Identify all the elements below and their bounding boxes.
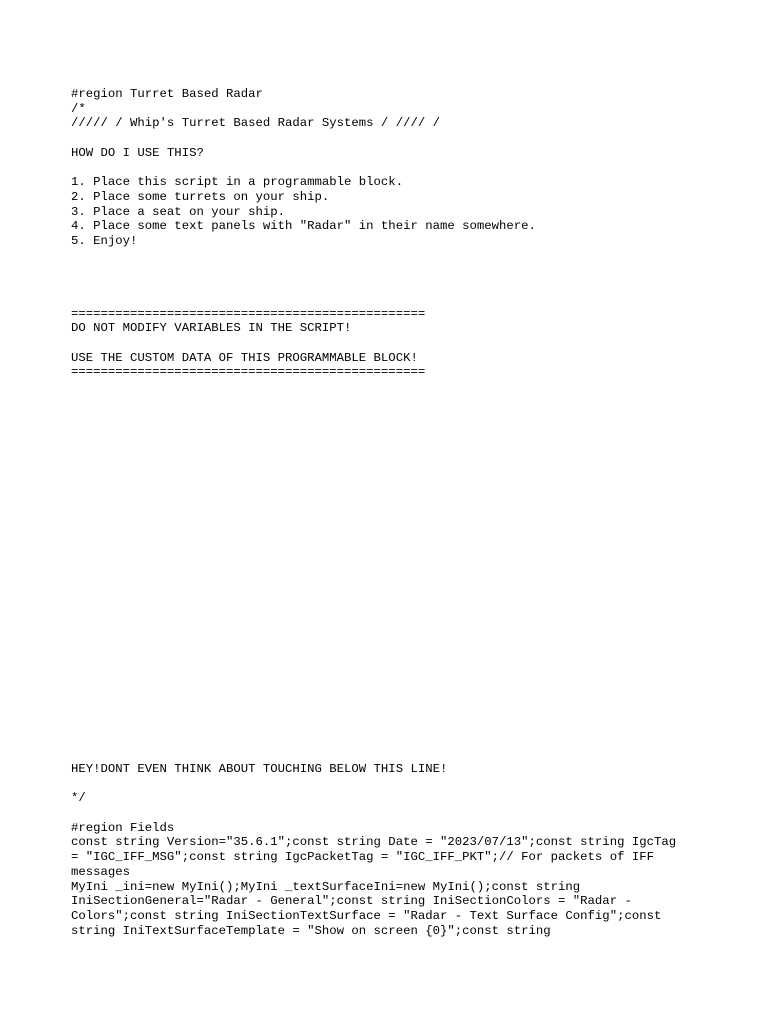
separator-top: ================================================	[71, 306, 426, 321]
spacer	[71, 380, 711, 762]
separator-bottom: ================================================	[71, 365, 426, 380]
hey-line: HEY!DONT EVEN THINK ABOUT TOUCHING BELOW THIS LINE!	[71, 762, 448, 776]
code-line-6: Colors";const string IniSectionTextSurface = "Radar - Text Surface Config";const	[71, 908, 662, 923]
step-line-4: 4. Place some text panels with "Radar" in their name somewhere.	[71, 219, 536, 234]
spacer	[71, 249, 711, 307]
step-line-5: 5. Enjoy!	[71, 233, 138, 248]
blank-line	[71, 806, 711, 821]
code-line-1: const string Version="35.6.1";const string Date = "2023/07/13";const string IgcTag	[71, 835, 677, 850]
blank-line	[71, 336, 711, 351]
blank-line	[71, 160, 711, 175]
question-line: HOW DO I USE THIS?	[71, 145, 204, 160]
step-line-2: 2. Place some turrets on your ship.	[71, 189, 330, 204]
region-header-line: #region Turret Based Radar	[71, 87, 263, 101]
code-line-2: = "IGC_IFF_MSG";const string IgcPacketTag = "IGC_IFF_PKT";// For packets of IFF	[71, 850, 654, 865]
step-line-3: 3. Place a seat on your ship.	[71, 204, 286, 219]
warning-line-1: DO NOT MODIFY VARIABLES IN THE SCRIPT!	[71, 321, 352, 336]
warning-line-2: USE THE CUSTOM DATA OF THIS PROGRAMMABLE BLOCK!	[71, 350, 418, 365]
fields-region-line: #region Fields	[71, 820, 175, 835]
code-line-3: messages	[71, 864, 131, 879]
title-line: ///// / Whip's Turret Based Radar Systems / //// /	[71, 116, 440, 131]
step-line-1: 1. Place this script in a programmable block.	[71, 175, 404, 190]
code-line-4: MyIni _ini=new MyIni();MyIni _textSurfaceIni=new MyIni();const string	[71, 879, 581, 894]
blank-line	[71, 777, 711, 792]
blank-line	[71, 131, 711, 146]
code-line-7: string IniTextSurfaceTemplate = "Show on screen {0}";const string	[71, 923, 551, 938]
comment-close-line: */	[71, 791, 86, 806]
code-document	[71, 87, 711, 938]
comment-open-line: /*	[71, 101, 86, 116]
code-line-5: IniSectionGeneral="Radar - General";const string IniSectionColors = "Radar -	[71, 894, 632, 909]
